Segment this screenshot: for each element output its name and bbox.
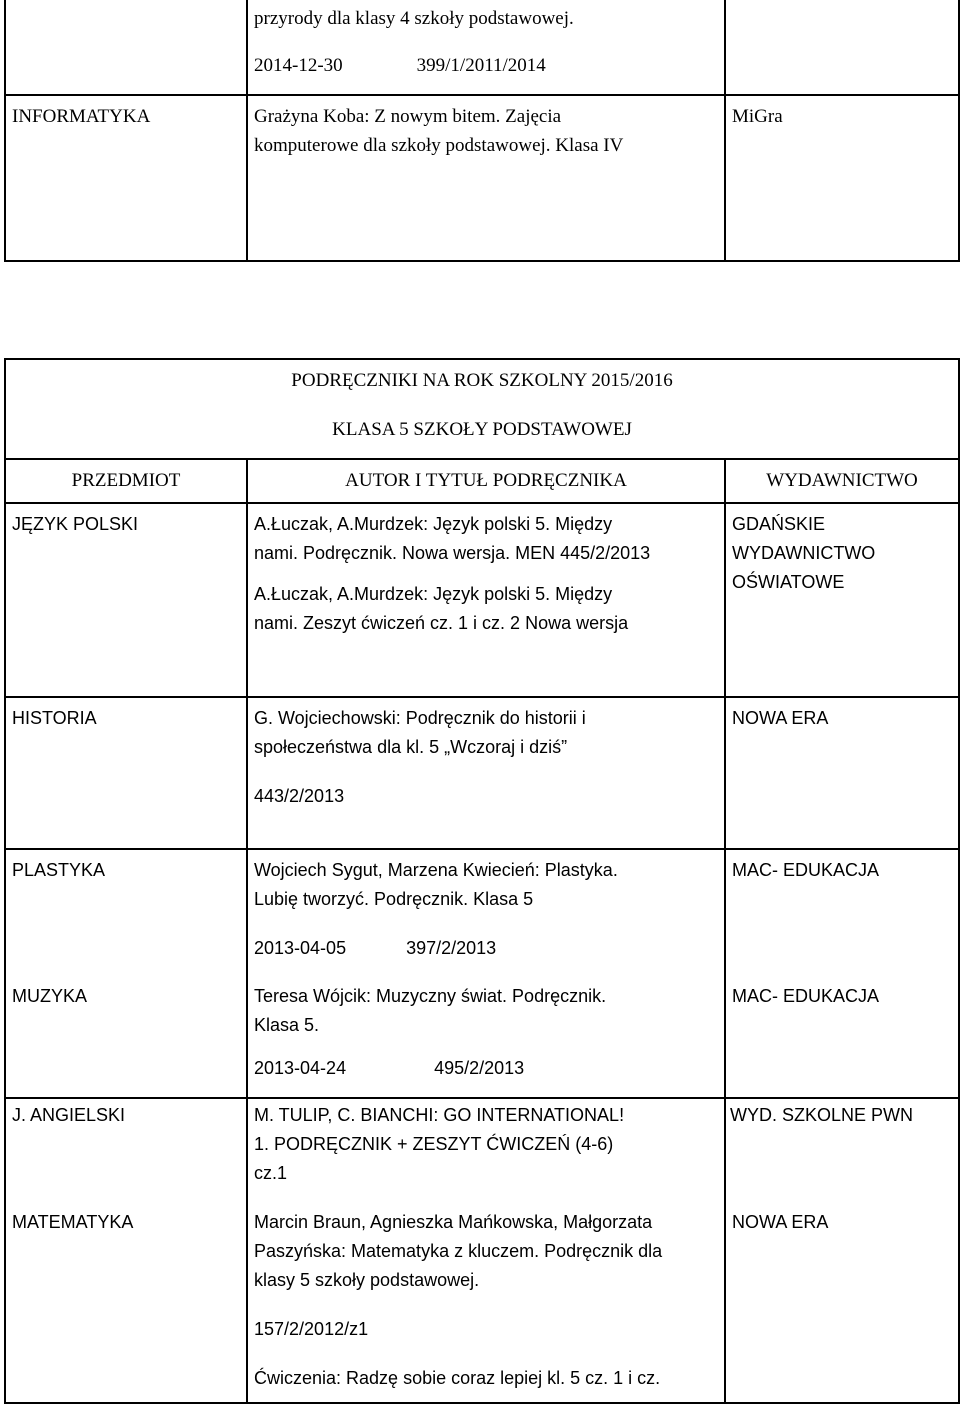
table-row-book: Wojciech Sygut, Marzena Kwiecień: Plastyka. Lubię tworzyć. Podręcznik. Klasa 5 2013-04-05 397/2/2013 xyxy=(247,849,725,980)
class5-textbook-table xyxy=(4,358,960,1404)
informatyka-book: Grażyna Koba: Z nowym bitem. Zajęcia komputerowe dla szkoły podstawowej. Klasa IV xyxy=(247,95,725,261)
empty-subject-cell xyxy=(5,0,247,95)
continuation-title: przyrody dla klasy 4 szkoły podstawowej. xyxy=(254,8,574,29)
table-row-book: A.Łuczak, A.Murdzek: Język polski 5. Między nami. Podręcznik. Nowa wersja. MEN 445/2/2013 A.Łuczak, A.Murdzek: Język polski 5. Między nami. Zeszyt ćwiczeń cz. 1 i cz. 2 Nowa wersja xyxy=(247,503,725,697)
header-author-title: AUTOR I TYTUŁ PODRĘCZNIKA xyxy=(247,459,725,503)
table-row-subject: HISTORIA xyxy=(5,697,247,849)
table-row-book: M. TULIP, C. BIANCHI: GO INTERNATIONAL! 1. PODRĘCZNIK + ZESZYT ĆWICZEŃ (4-6) cz.1 xyxy=(247,1098,725,1208)
continuation-date: 2014-12-30 xyxy=(254,55,343,76)
table-row-publisher: MAC- EDUKACJA xyxy=(725,849,959,980)
top-textbook-table xyxy=(4,0,960,262)
continuation-number: 399/1/2011/2014 xyxy=(416,55,546,76)
table-row-subject: J. ANGIELSKI xyxy=(5,1098,247,1208)
empty-publisher-cell xyxy=(725,0,959,95)
continuation-date-number xyxy=(254,51,724,80)
table-row-publisher: NOWA ERA xyxy=(725,1208,959,1403)
continuation-cell xyxy=(247,0,725,95)
informatyka-subject: INFORMATYKA xyxy=(5,95,247,261)
table-row-subject: PLASTYKA xyxy=(5,849,247,980)
table-title-cell xyxy=(5,359,959,459)
table-row-book: G. Wojciechowski: Podręcznik do historii i społeczeństwa dla kl. 5 „Wczoraj i dziś” 443/2/2013 xyxy=(247,697,725,849)
table-row-book: Marcin Braun, Agnieszka Mańkowska, Małgorzata Paszyńska: Matematyka z kluczem. Podręcznik dla klasy 5 szkoły podstawowej. 157/2/2012/z1 Ćwiczenia: Radzę sobie coraz lepiej kl. 5 cz. 1 i cz. xyxy=(247,1208,725,1403)
informatyka-publisher: MiGra xyxy=(725,95,959,261)
table-subtitle: KLASA 5 SZKOŁY PODSTAWOWEJ xyxy=(332,419,632,440)
table-row-publisher: WYD. SZKOLNE PWN xyxy=(725,1098,959,1208)
table-title: PODRĘCZNIKI NA ROK SZKOLNY 2015/2016 xyxy=(291,370,673,391)
header-subject: PRZEDMIOT xyxy=(5,459,247,503)
table-row-subject: MATEMATYKA xyxy=(5,1208,247,1403)
table-row-subject: MUZYKA xyxy=(5,980,247,1098)
table-row-publisher: MAC- EDUKACJA xyxy=(725,980,959,1098)
table-row-book: Teresa Wójcik: Muzyczny świat. Podręcznik. Klasa 5. 2013-04-24 495/2/2013 xyxy=(247,980,725,1098)
table-row-publisher: GDAŃSKIE WYDAWNICTWO OŚWIATOWE xyxy=(725,503,959,697)
header-publisher: WYDAWNICTWO xyxy=(725,459,959,503)
table-row-subject: JĘZYK POLSKI xyxy=(5,503,247,697)
table-row-publisher: NOWA ERA xyxy=(725,697,959,849)
